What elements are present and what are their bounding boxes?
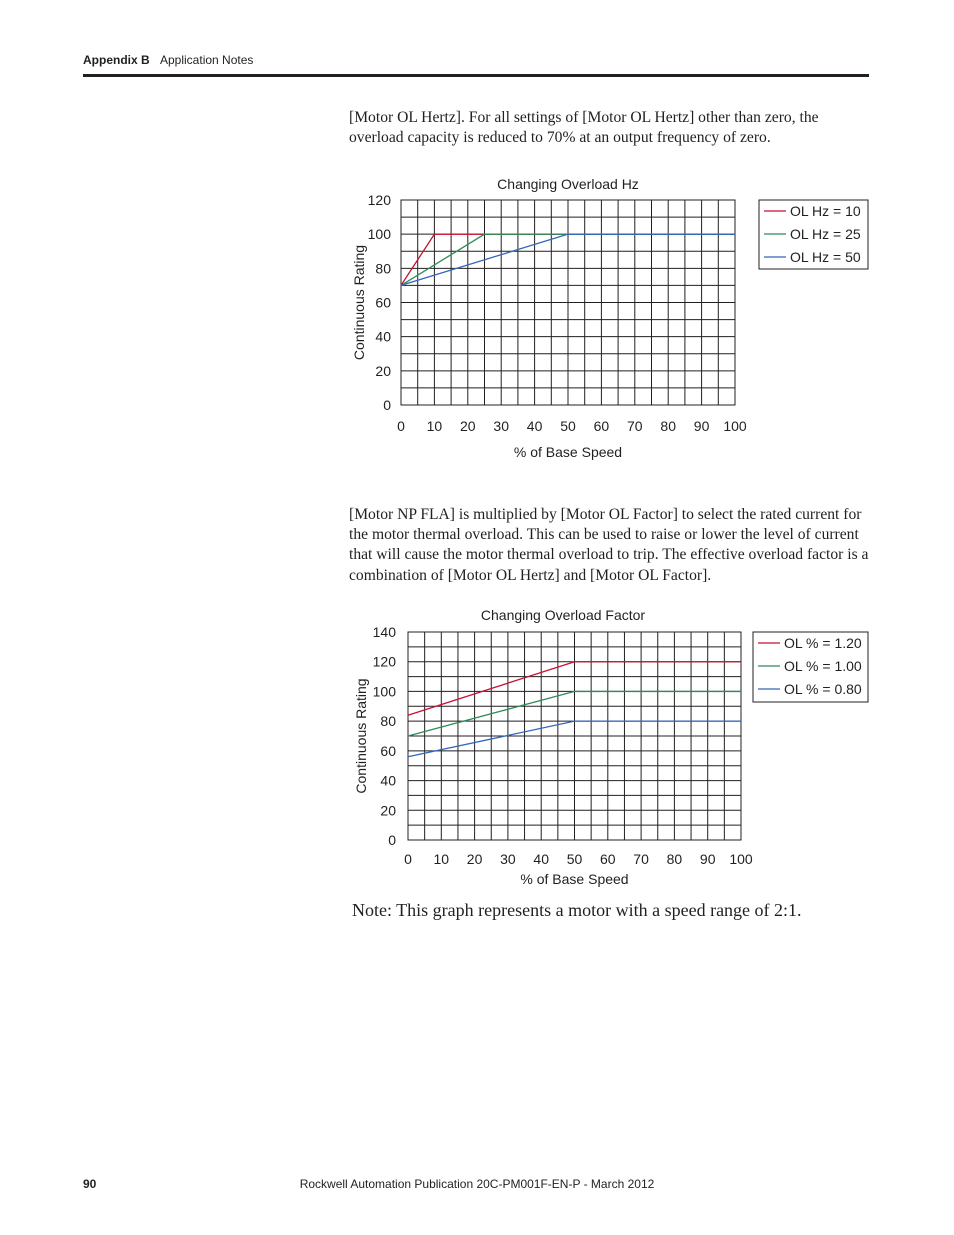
x-tick-label: 20 <box>466 851 483 867</box>
legend-entry: OL % = 0.80 <box>784 681 862 697</box>
x-tick-label: 20 <box>460 418 476 434</box>
x-tick-label: 0 <box>397 418 405 434</box>
y-tick-label: 80 <box>375 260 391 277</box>
legend-entry: OL Hz = 25 <box>790 226 861 242</box>
page-number: 90 <box>83 1177 97 1191</box>
x-tick-label: 50 <box>566 851 583 867</box>
chart-title: Changing Overload Factor <box>480 607 646 623</box>
x-tick-label: 30 <box>493 418 509 434</box>
x-axis-label: % of Base Speed <box>520 871 629 887</box>
y-tick-label: 120 <box>367 192 391 208</box>
y-tick-label: 20 <box>375 362 391 379</box>
x-tick-label: 90 <box>693 418 710 434</box>
y-tick-label: 40 <box>380 772 396 789</box>
x-tick-label: 100 <box>729 851 753 867</box>
chart-title: Changing Overload Hz <box>497 176 639 192</box>
x-tick-label: 50 <box>560 418 576 434</box>
publication-info: Rockwell Automation Publication 20C-PM001F-EN-P - March 2012 <box>299 1177 655 1191</box>
y-tick-label: 100 <box>367 226 391 243</box>
x-tick-label: 90 <box>699 851 716 867</box>
graph-note: Note: This graph represents a motor with a speed range of 2:1. <box>352 900 802 920</box>
x-tick-label: 10 <box>426 418 443 434</box>
y-tick-label: 60 <box>375 294 391 311</box>
x-axis-label: % of Base Speed <box>513 444 623 460</box>
x-tick-label: 40 <box>526 418 543 434</box>
y-tick-label: 80 <box>380 713 396 730</box>
y-tick-label: 120 <box>372 653 396 670</box>
y-tick-label: 100 <box>372 683 396 700</box>
x-tick-label: 70 <box>627 418 643 434</box>
y-axis-label: Continuous Rating <box>353 678 369 794</box>
x-tick-label: 70 <box>633 851 649 867</box>
y-tick-label: 60 <box>380 742 396 759</box>
legend-entry: OL Hz = 10 <box>790 203 861 219</box>
y-tick-label: 0 <box>388 832 396 848</box>
y-tick-label: 0 <box>383 397 391 413</box>
y-tick-label: 20 <box>380 802 396 819</box>
header-appendix: Appendix B <box>83 53 150 67</box>
legend-entry: OL % = 1.00 <box>784 658 862 674</box>
x-tick-label: 80 <box>666 851 683 867</box>
x-tick-label: 10 <box>433 851 450 867</box>
x-tick-label: 60 <box>593 418 610 434</box>
y-tick-label: 140 <box>372 624 396 640</box>
legend-entry: OL Hz = 50 <box>790 249 861 265</box>
x-tick-label: 0 <box>404 851 412 867</box>
x-tick-label: 60 <box>600 851 616 867</box>
paragraph-motor-np-fla: [Motor NP FLA] is multiplied by [Motor OL Factor] to select the rated current for the motor thermal overload. This can be used to raise or lower the level of current that will cause the motor thermal overload to trip. The effective overload factor is a combination of [Motor OL Hertz] and [Motor OL Factor]. <box>349 506 869 584</box>
y-tick-label: 40 <box>375 328 391 345</box>
header-section: Application Notes <box>160 53 254 67</box>
x-tick-label: 80 <box>660 418 676 434</box>
y-axis-label: Continuous Rating <box>351 244 367 361</box>
x-tick-label: 30 <box>500 851 516 867</box>
x-tick-label: 40 <box>533 851 549 867</box>
x-tick-label: 100 <box>723 418 747 434</box>
paragraph-motor-ol-hertz: [Motor OL Hertz]. For all settings of [Motor OL Hertz] other than zero, the overload capacity is reduced to 70% at an output frequency of zero. <box>349 109 819 147</box>
legend-entry: OL % = 1.20 <box>784 635 862 651</box>
